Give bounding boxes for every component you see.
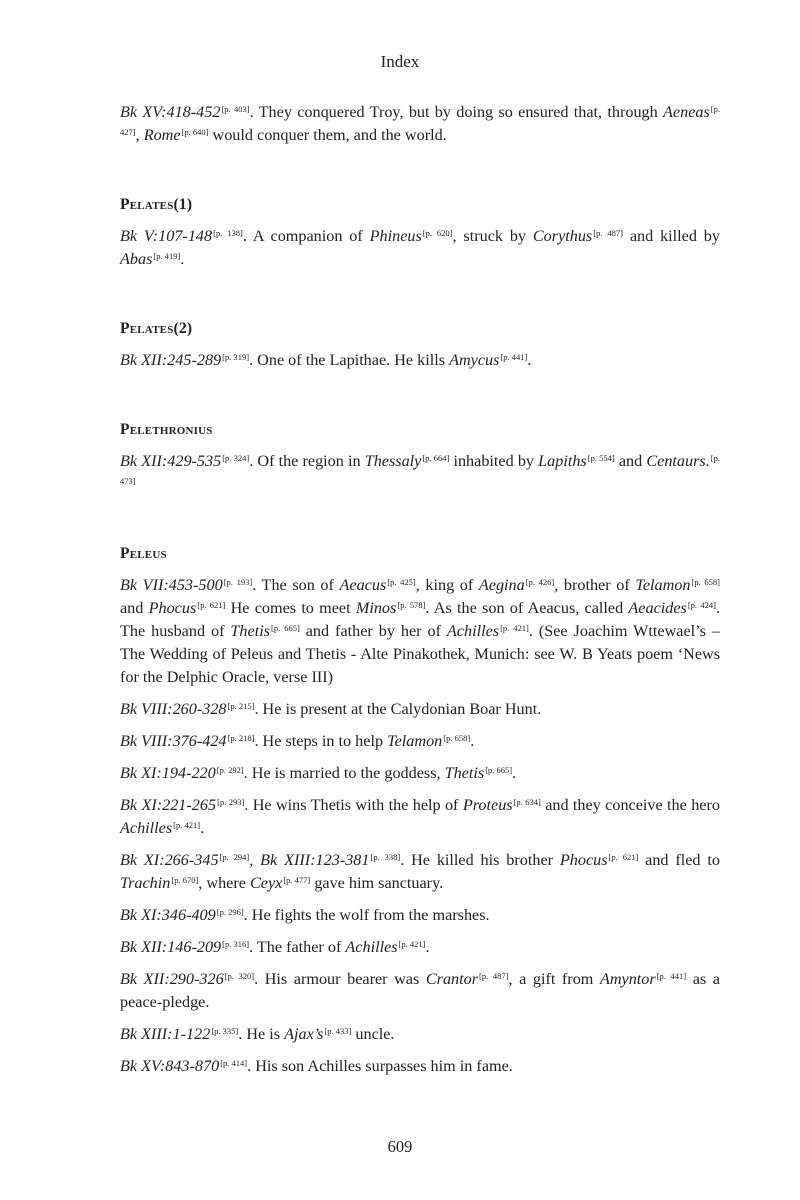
cross-reference-link[interactable]: Thetis	[230, 622, 270, 640]
book-reference-link[interactable]: Bk XII:290-326	[120, 970, 224, 988]
entry-text: and	[614, 452, 647, 470]
index-entry	[120, 904, 720, 927]
cross-reference-link[interactable]: Telamon	[387, 732, 443, 750]
book-reference-link[interactable]: Bk XI:221-265	[120, 796, 217, 814]
book-reference-link[interactable]: Bk XII:429-535	[120, 452, 222, 470]
entry-text: , a gift from	[508, 970, 600, 988]
book-reference-link[interactable]: Bk VIII:376-424	[120, 732, 227, 750]
page-reference-link[interactable]: [p. 421]	[173, 820, 201, 830]
page-reference-link[interactable]: [p. 292]	[216, 765, 244, 775]
page-reference-link[interactable]: [p. 138]	[213, 228, 243, 238]
cross-reference-link[interactable]: Minos	[355, 599, 397, 617]
page-reference-link[interactable]: [p. 320]	[224, 971, 255, 981]
book-reference-link[interactable]: Bk XIII:123-381	[260, 851, 370, 869]
page-reference-link[interactable]: [p. 419]	[153, 251, 181, 261]
cross-reference-link[interactable]: Aeneas	[663, 103, 710, 121]
cross-reference-link[interactable]: Corythus	[532, 227, 593, 245]
cross-reference-link[interactable]: Achilles	[120, 819, 173, 837]
entry-text: . (See Joachim Wttewael’s – The Wedding of Peleus and Thetis - Alte Pinakothek, Munich: see W. B Yeats poem ‘News for the Delphic Oracle, verse III)	[120, 622, 720, 686]
page-reference-link[interactable]: [p. 441]	[656, 971, 687, 981]
index-heading-pelethronius: Pelethronius	[120, 421, 213, 438]
entry-text: . He killed his brother	[400, 851, 560, 869]
entry-text: as a peace-pledge.	[120, 970, 720, 1011]
page-reference-link[interactable]: [p. 634]	[513, 797, 541, 807]
entry-text: . They conquered Troy, but by doing so ensured that, through	[249, 103, 664, 121]
page-reference-link[interactable]: [p. 403]	[221, 104, 250, 114]
entry-text: .	[180, 250, 185, 268]
entry-text: . His son Achilles surpasses him in fame.	[247, 1057, 513, 1075]
cross-reference-link[interactable]: Thetis	[444, 764, 485, 782]
book-reference-link[interactable]: Bk XI:266-345	[120, 851, 219, 869]
entry-text: . He is married to the goddess,	[243, 764, 445, 782]
index-entry	[120, 1023, 720, 1046]
cross-reference-link[interactable]: Crantor	[425, 970, 479, 988]
entry-text: . A companion of	[242, 227, 370, 245]
entry-text: . The father of	[249, 938, 346, 956]
book-reference-link[interactable]: Bk XIII:1-122	[120, 1025, 211, 1043]
page-number: 609	[387, 1137, 413, 1156]
page-reference-link[interactable]: [p. 487]	[479, 971, 509, 981]
page-reference-link[interactable]: [p. 664]	[422, 453, 450, 463]
index-entry	[120, 698, 720, 721]
page-reference-link[interactable]: [p. 414]	[220, 1058, 248, 1068]
page-reference-link[interactable]: [p. 621]	[608, 852, 639, 862]
entry-text: ,	[249, 851, 261, 869]
cross-reference-link[interactable]: Phocus	[559, 851, 608, 869]
page-reference-link[interactable]: [p. 425]	[387, 577, 416, 587]
book-reference-link[interactable]: Bk VII:453-500	[120, 576, 223, 594]
cross-reference-link[interactable]: Centaurs.	[646, 452, 710, 470]
page-reference-link[interactable]: [p. 421]	[500, 623, 529, 633]
page-reference-link[interactable]: [p. 335]	[211, 1026, 239, 1036]
page-reference-link[interactable]: [p. 433]	[324, 1026, 352, 1036]
index-entry	[120, 730, 720, 753]
index-entry	[120, 225, 720, 271]
index-entry	[120, 1055, 720, 1078]
page-reference-link[interactable]: [p. 294]	[219, 852, 250, 862]
page-reference-link[interactable]: [p. 578]	[397, 600, 426, 610]
entry-text: . His armour bearer was	[254, 970, 426, 988]
index-entry	[120, 349, 720, 372]
page-reference-link[interactable]: [p. 441]	[500, 352, 528, 362]
cross-reference-link[interactable]: Ceyx	[249, 874, 283, 892]
cross-reference-link[interactable]: Amycus	[449, 351, 500, 369]
cross-reference-link[interactable]: Abas	[120, 250, 153, 268]
cross-reference-link[interactable]: Aeacides	[628, 599, 687, 617]
cross-reference-link[interactable]: Phineus	[369, 227, 422, 245]
entry-text: , where	[198, 874, 250, 892]
page-reference-link[interactable]: [p. 424]	[687, 600, 716, 610]
cross-reference-link[interactable]: Amyntor	[599, 970, 656, 988]
index-entry	[120, 574, 720, 689]
entry-text: .	[527, 351, 532, 369]
index-entry	[120, 794, 720, 840]
page-reference-link[interactable]: [p. 324]	[222, 453, 250, 463]
page-reference-link[interactable]: [p. 426]	[525, 577, 555, 587]
cross-reference-link[interactable]: Telamon	[635, 576, 691, 594]
index-entry	[120, 968, 720, 1014]
cross-reference-link[interactable]: Aeacus	[339, 576, 387, 594]
book-reference-link[interactable]: Bk XV:418-452	[120, 103, 221, 121]
cross-reference-link[interactable]: Achilles	[345, 938, 398, 956]
book-reference-link[interactable]: Bk V:107-148	[120, 227, 213, 245]
entry-text: would conquer them, and the world.	[208, 126, 447, 144]
index-entry-continuation	[120, 101, 720, 147]
running-header: Index	[380, 52, 420, 71]
cross-reference-link[interactable]: Phocus	[148, 599, 197, 617]
cross-reference-link[interactable]: Rome	[143, 126, 181, 144]
book-reference-link[interactable]: Bk VIII:260-328	[120, 700, 227, 718]
entry-text: .	[200, 819, 205, 837]
entry-text: inhabited by	[449, 452, 539, 470]
entry-text: . The husband of	[120, 599, 720, 640]
entry-text: . As the son of Aeacus, called	[425, 599, 629, 617]
page-reference-link[interactable]: [p. 193]	[223, 577, 253, 587]
page-reference-link[interactable]: [p. 338]	[370, 852, 401, 862]
entry-text: and they conceive the hero	[540, 796, 720, 814]
page-reference-link[interactable]: [p. 473]	[120, 453, 720, 486]
book-reference-link[interactable]: Bk XII:146-209	[120, 938, 222, 956]
cross-reference-link[interactable]: Proteus	[462, 796, 513, 814]
entry-text: ,	[135, 126, 144, 144]
page-reference-link[interactable]: [p. 620]	[422, 228, 453, 238]
entry-text: , king of	[415, 576, 479, 594]
entry-text: . He steps in to help	[254, 732, 388, 750]
cross-reference-link[interactable]: Lapiths	[538, 452, 587, 470]
entry-text: . He is	[238, 1025, 285, 1043]
entry-text: and fled to	[638, 851, 720, 869]
index-heading-pelates-1: Pelates(1)	[120, 196, 193, 213]
page-reference-link[interactable]: [p. 640]	[181, 127, 209, 137]
index-entry	[120, 936, 720, 959]
index-entry	[120, 762, 720, 785]
entry-text: . He wins Thetis with the help of	[244, 796, 463, 814]
book-reference-link[interactable]: Bk XII:245-289	[120, 351, 222, 369]
page-reference-link[interactable]: [p. 215]	[227, 701, 255, 711]
page-reference-link[interactable]: [p. 296]	[216, 907, 244, 917]
entry-text: and	[120, 599, 149, 617]
page-reference-link[interactable]: [p. 218]	[227, 733, 255, 743]
index-heading-peleus: Peleus	[120, 545, 167, 562]
entry-text: , brother of	[554, 576, 636, 594]
page-reference-link[interactable]: [p. 670]	[171, 875, 199, 885]
cross-reference-link[interactable]: Ajax’s	[284, 1025, 324, 1043]
entry-text: .	[425, 938, 430, 956]
index-entry	[120, 849, 720, 895]
entry-text: .	[512, 764, 517, 782]
page-reference-link[interactable]: [p. 554]	[587, 453, 615, 463]
index-content	[120, 101, 720, 1087]
entry-text: uncle.	[351, 1025, 395, 1043]
entry-text: He comes to meet	[225, 599, 356, 617]
page-reference-link[interactable]: [p. 427]	[120, 104, 721, 137]
entry-text: and killed by	[622, 227, 720, 245]
entry-text: .	[470, 732, 475, 750]
page-reference-link[interactable]: [p. 658]	[691, 577, 720, 587]
page-reference-link[interactable]: [p. 421]	[398, 939, 426, 949]
entry-text: . Of the region in	[249, 452, 365, 470]
cross-reference-link[interactable]: Aegina	[478, 576, 525, 594]
page-reference-link[interactable]: [p. 319]	[222, 352, 250, 362]
cross-reference-link[interactable]: Thessaly	[364, 452, 422, 470]
page-reference-link[interactable]: [p. 293]	[217, 797, 245, 807]
cross-reference-link[interactable]: Achilles	[446, 622, 500, 640]
entry-text: , struck by	[452, 227, 533, 245]
page-reference-link[interactable]: [p. 665]	[485, 765, 513, 775]
book-reference-link[interactable]: Bk XV:843-870	[120, 1057, 220, 1075]
entry-text: . One of the Lapithae. He kills	[249, 351, 450, 369]
page-reference-link[interactable]: [p. 316]	[222, 939, 250, 949]
entry-text: gave him sanctuary.	[310, 874, 444, 892]
book-reference-link[interactable]: Bk XI:194-220	[120, 764, 216, 782]
entry-text: . He is present at the Calydonian Boar Hunt.	[254, 700, 542, 718]
cross-reference-link[interactable]: Trachin	[120, 874, 171, 892]
page-reference-link[interactable]: [p. 658]	[443, 733, 471, 743]
entry-text: . He fights the wolf from the marshes.	[243, 906, 490, 924]
page-reference-link[interactable]: [p. 487]	[593, 228, 623, 238]
page-reference-link[interactable]: [p. 477]	[283, 875, 311, 885]
index-heading-pelates-2: Pelates(2)	[120, 320, 193, 337]
book-reference-link[interactable]: Bk XI:346-409	[120, 906, 216, 924]
index-entry	[120, 450, 720, 496]
entry-text: . The son of	[252, 576, 340, 594]
page-reference-link[interactable]: [p. 621]	[197, 600, 226, 610]
entry-text: and father by her of	[299, 622, 447, 640]
page-reference-link[interactable]: [p. 665]	[271, 623, 300, 633]
